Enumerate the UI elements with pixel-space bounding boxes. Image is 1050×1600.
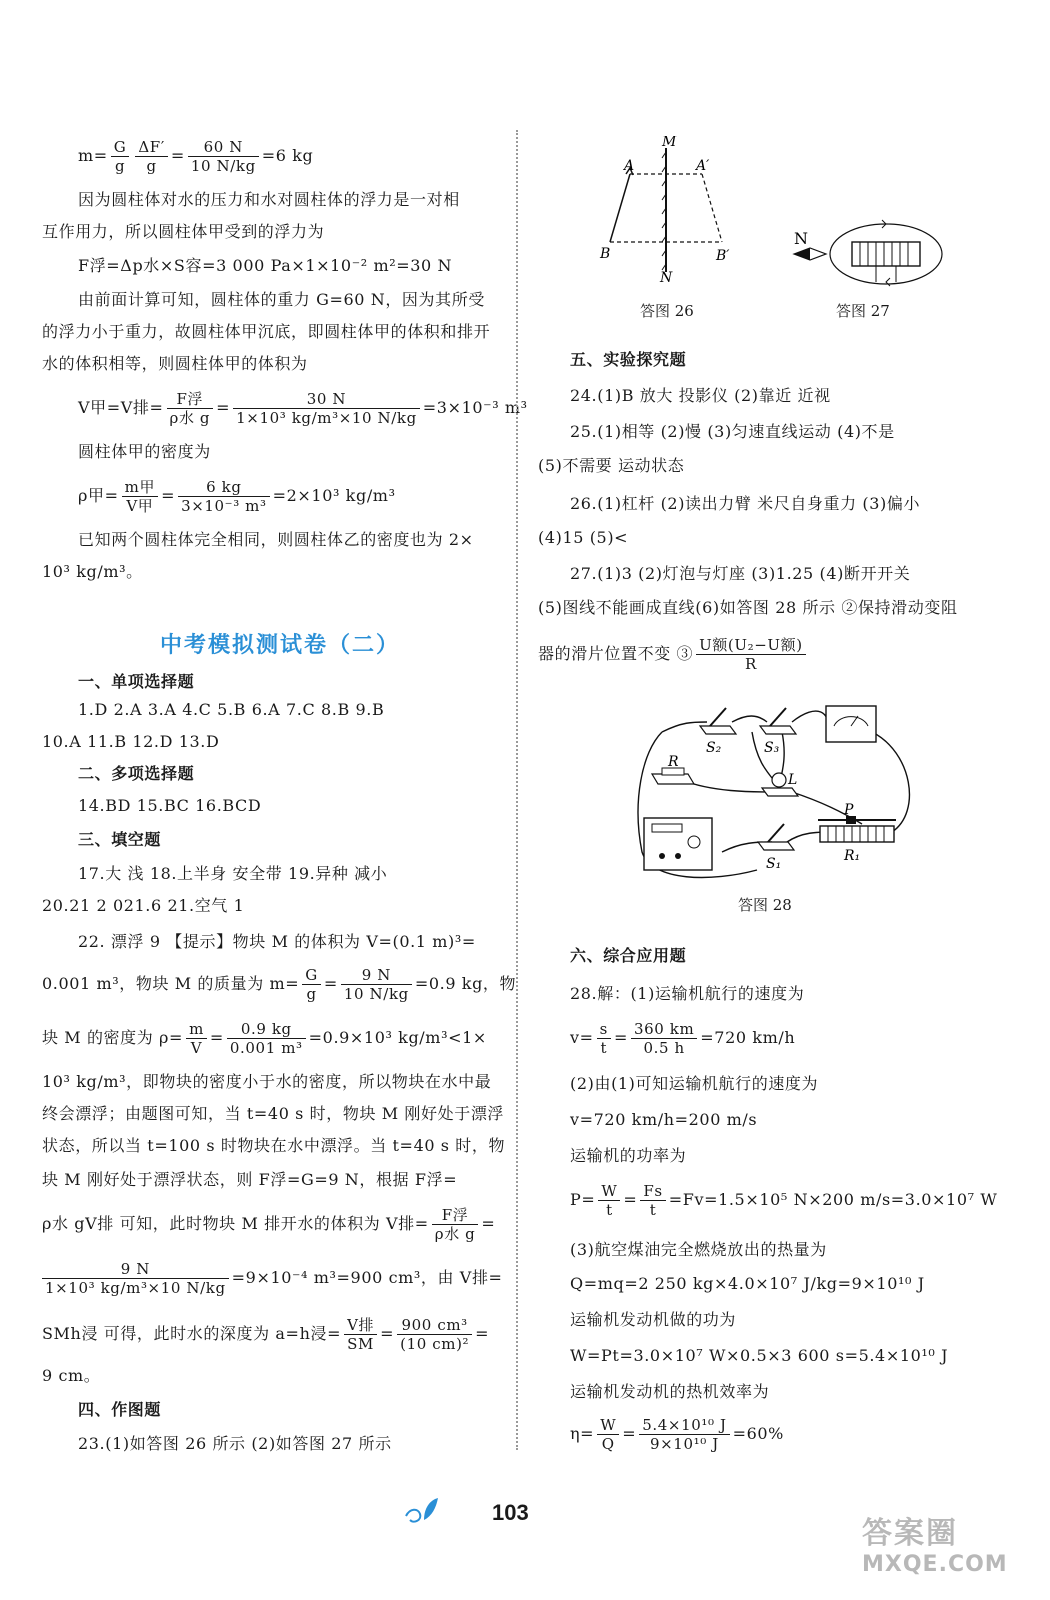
fraction bbox=[597, 1416, 619, 1453]
label-a-prime: A′ bbox=[696, 158, 710, 174]
formula-density bbox=[78, 478, 396, 515]
formula-text: 0.001 m³，物块 M 的质量为 m= bbox=[42, 974, 300, 993]
voltmeter bbox=[826, 706, 876, 742]
answer-line: 20.21 2 021.6 21.空气 1 bbox=[42, 896, 245, 915]
formula-text: =Fv=1.5×10⁵ N×200 m/s=3.0×10⁷ W bbox=[668, 1190, 998, 1209]
answer-line: 10.A 11.B 12.D 13.D bbox=[42, 732, 220, 751]
fraction bbox=[233, 390, 420, 427]
watermark bbox=[862, 1508, 1008, 1577]
image-ab bbox=[702, 174, 722, 242]
denominator: V bbox=[190, 1039, 203, 1057]
denominator: 10 N/kg bbox=[343, 985, 409, 1003]
formula-text: =60% bbox=[732, 1424, 784, 1443]
formula-line bbox=[42, 1260, 503, 1297]
numerator: 900 cm³ bbox=[397, 1316, 472, 1335]
paragraph-line: 终会漂浮；由题图可知，当 t=40 s 时，物块 M 刚好处于漂浮 bbox=[42, 1104, 505, 1123]
fraction bbox=[341, 966, 412, 1003]
label-p: P bbox=[844, 802, 854, 818]
numerator: ΔF′ bbox=[135, 138, 167, 157]
label-b-prime: B′ bbox=[716, 248, 730, 264]
label-n: N bbox=[660, 270, 673, 286]
fraction bbox=[696, 636, 806, 673]
fraction bbox=[302, 966, 321, 1003]
answer-line: Q=mq=2 250 kg×4.0×10⁷ J/kg=9×10¹⁰ J bbox=[570, 1274, 925, 1293]
figure-26 bbox=[580, 136, 760, 286]
paragraph-line: 块 M 刚好处于漂浮状态，则 F浮=G=9 N，根据 F浮= bbox=[42, 1170, 458, 1189]
denominator: (10 cm)² bbox=[400, 1335, 470, 1353]
lamp-l bbox=[762, 788, 798, 796]
paragraph-line: 水的体积相等，则圆柱体甲的体积为 bbox=[42, 354, 308, 373]
formula-text: =2×10³ kg/m³ bbox=[272, 486, 396, 505]
formula-text: ρ水 gV排 可知，此时物块 M 排开水的体积为 V排= bbox=[42, 1214, 429, 1233]
fraction bbox=[42, 1260, 229, 1297]
formula-text: = bbox=[161, 486, 176, 505]
figure-27 bbox=[786, 202, 946, 292]
numerator: m甲 bbox=[122, 478, 158, 497]
numerator: G bbox=[302, 966, 321, 985]
answer-line: 运输机的功率为 bbox=[570, 1146, 687, 1165]
fraction bbox=[227, 1020, 306, 1057]
formula-text: =6 kg bbox=[261, 146, 314, 165]
answer-line: 运输机发动机的热机效率为 bbox=[570, 1382, 770, 1401]
formula-line bbox=[538, 636, 809, 673]
formula-m bbox=[78, 138, 313, 175]
formula-text: 器的滑片位置不变 ③ bbox=[538, 644, 694, 663]
figure-28-circuit bbox=[622, 692, 922, 892]
fraction bbox=[167, 390, 214, 427]
denominator: 10 N/kg bbox=[190, 157, 256, 175]
fraction bbox=[432, 1206, 479, 1243]
numerator: m bbox=[186, 1020, 207, 1039]
denominator: ρ水 g bbox=[169, 409, 211, 427]
rheostat-r1 bbox=[820, 826, 894, 842]
formula-buoyancy: F浮=Δp水×S容=3 000 Pa×1×10⁻² m²=30 N bbox=[78, 256, 453, 275]
numerator: 6 kg bbox=[178, 478, 270, 497]
answer-line: 运输机发动机做的功为 bbox=[570, 1310, 737, 1329]
denominator: V甲 bbox=[126, 497, 154, 515]
formula-text: 块 M 的密度为 ρ= bbox=[42, 1028, 184, 1047]
page-number: 103 bbox=[492, 1500, 529, 1525]
formula-text: =0.9×10³ kg/m³<1× bbox=[308, 1028, 487, 1047]
section-title: 中考模拟测试卷（二） bbox=[160, 633, 401, 658]
label-n: N bbox=[794, 229, 808, 248]
denominator: 1×10³ kg/m³×10 N/kg bbox=[236, 409, 417, 427]
numerator: V排 bbox=[344, 1316, 377, 1335]
numerator: G bbox=[111, 138, 130, 157]
numerator: W bbox=[597, 1416, 619, 1435]
label-r: R bbox=[668, 754, 679, 770]
denominator: t bbox=[606, 1201, 613, 1219]
formula-text: = bbox=[623, 1190, 638, 1209]
fraction bbox=[186, 1020, 207, 1057]
denominator: 0.001 m³ bbox=[229, 1039, 303, 1057]
denominator: g bbox=[114, 157, 126, 175]
watermark-text: 答案圈 bbox=[862, 1516, 958, 1551]
figure-caption: 答图 27 bbox=[836, 302, 890, 320]
numerator: 30 N bbox=[233, 390, 420, 409]
formula-line bbox=[42, 1206, 495, 1243]
denominator: 1×10³ kg/m³×10 N/kg bbox=[45, 1279, 226, 1297]
answer-line: 28.解：(1)运输机航行的速度为 bbox=[570, 984, 805, 1003]
denominator: g bbox=[146, 157, 157, 175]
fraction bbox=[344, 1316, 377, 1353]
fraction bbox=[111, 138, 130, 175]
label-s2: S₂ bbox=[706, 740, 722, 756]
numerator: U额(U₂−U额) bbox=[696, 636, 806, 655]
wire bbox=[682, 780, 772, 792]
formula-text: η= bbox=[570, 1424, 595, 1443]
numerator: Fs bbox=[640, 1182, 665, 1201]
label-r1: R₁ bbox=[844, 848, 861, 864]
figure-caption: 答图 26 bbox=[640, 302, 694, 320]
denominator: ρ水 g bbox=[434, 1225, 476, 1243]
numerator: 60 N bbox=[188, 138, 259, 157]
section-heading: 三、填空题 bbox=[78, 830, 162, 849]
switch-s3 bbox=[760, 726, 796, 734]
numerator: W bbox=[598, 1182, 620, 1201]
section-heading: 一、单项选择题 bbox=[78, 672, 195, 691]
fraction bbox=[640, 1182, 665, 1219]
answer-line: 14.BD 15.BC 16.BCD bbox=[78, 796, 262, 815]
formula-text: V甲=V排= bbox=[78, 398, 164, 417]
formula-text: m= bbox=[78, 146, 108, 165]
denominator: t bbox=[649, 1201, 657, 1219]
numerator: F浮 bbox=[167, 390, 214, 409]
fraction bbox=[597, 1020, 611, 1057]
answer-line: 25.(1)相等 (2)慢 (3)匀速直线运动 (4)不是 bbox=[570, 422, 895, 441]
numerator: F浮 bbox=[432, 1206, 479, 1225]
section-heading: 四、作图题 bbox=[78, 1400, 162, 1419]
numerator: 9 N bbox=[341, 966, 412, 985]
paragraph-line: 互作用力，所以圆柱体甲受到的浮力为 bbox=[42, 222, 325, 241]
paragraph-line: 10³ kg/m³，即物块的密度小于水的密度，所以物块在水中最 bbox=[42, 1072, 492, 1091]
leaf-logo-icon bbox=[402, 1494, 442, 1528]
formula-text: =0.9 kg，物 bbox=[414, 974, 517, 993]
formula-text: P= bbox=[570, 1190, 596, 1209]
formula-text: = bbox=[216, 398, 231, 417]
answer-line: 27.(1)3 (2)灯泡与灯座 (3)1.25 (4)断开开关 bbox=[570, 564, 911, 583]
label-l: L bbox=[788, 772, 798, 788]
answer-line: v=720 km/h=200 m/s bbox=[570, 1110, 758, 1129]
answer-line: 24.(1)B 放大 投影仪 (2)靠近 近视 bbox=[570, 386, 831, 405]
denominator: t bbox=[600, 1039, 608, 1057]
fraction bbox=[178, 478, 270, 515]
fraction bbox=[598, 1182, 620, 1219]
answer-line: 17.大 浅 18.上半身 安全带 19.异种 减小 bbox=[78, 864, 388, 883]
paragraph-line: 已知两个圆柱体完全相同，则圆柱体乙的密度也为 2× bbox=[78, 530, 474, 549]
watermark-url: MXQE.COM bbox=[862, 1552, 1008, 1577]
formula-line bbox=[42, 1316, 489, 1353]
formula-text: SMh浸 可得，此时水的深度为 a=h浸= bbox=[42, 1324, 342, 1343]
numerator: 0.9 kg bbox=[227, 1020, 306, 1039]
fraction bbox=[631, 1020, 697, 1057]
object-ab bbox=[610, 174, 630, 242]
fraction bbox=[397, 1316, 472, 1353]
answer-line: (3)航空煤油完全燃烧放出的热量为 bbox=[570, 1240, 827, 1259]
switch-s1 bbox=[758, 842, 794, 850]
formula-text: =720 km/h bbox=[700, 1028, 796, 1047]
paragraph-line: 的浮力小于重力，故圆柱体甲沉底，即圆柱体甲的体积和排开 bbox=[42, 322, 491, 341]
fraction bbox=[122, 478, 158, 515]
formula-text: v= bbox=[570, 1028, 594, 1047]
formula-line bbox=[42, 1020, 487, 1057]
numerator: 9 N bbox=[42, 1260, 229, 1279]
formula-text: = bbox=[613, 1028, 628, 1047]
answer-line: (4)15 (5)< bbox=[538, 528, 629, 547]
solenoid bbox=[852, 242, 920, 266]
paragraph-line: 由前面计算可知，圆柱体的重力 G=60 N，因为其所受 bbox=[78, 290, 485, 309]
denominator: 0.5 h bbox=[643, 1039, 685, 1057]
denominator: SM bbox=[347, 1335, 375, 1353]
answer-line: W=Pt=3.0×10⁷ W×0.5×3 600 s=5.4×10¹⁰ J bbox=[570, 1346, 949, 1365]
numerator: 360 km bbox=[631, 1020, 697, 1039]
fraction bbox=[639, 1416, 729, 1453]
wire bbox=[872, 732, 909, 832]
denominator: R bbox=[744, 655, 757, 673]
denominator: 9×10¹⁰ J bbox=[650, 1435, 719, 1453]
section-heading: 五、实验探究题 bbox=[570, 350, 687, 369]
paragraph-line: 状态，所以当 t=100 s 时物块在水中漂浮。当 t=40 s 时，物 bbox=[42, 1136, 506, 1155]
wire bbox=[792, 711, 828, 732]
paragraph-line: 因为圆柱体对水的压力和水对圆柱体的浮力是一对相 bbox=[78, 190, 460, 209]
answer-line: 22. 漂浮 9 【提示】物块 M 的体积为 V=(0.1 m)³= bbox=[78, 932, 476, 951]
answer-line: (5)图线不能画成直线(6)如答图 28 所示 ②保持滑动变阻 bbox=[538, 598, 958, 617]
answer-line: 1.D 2.A 3.A 4.C 5.B 6.A 7.C 8.B 9.B bbox=[78, 700, 385, 719]
formula-volume bbox=[78, 390, 528, 427]
formula-text: =3×10⁻³ m³ bbox=[422, 398, 528, 417]
answer-line: 26.(1)杠杆 (2)读出力臂 米尺自身重力 (3)偏小 bbox=[570, 494, 921, 513]
fraction bbox=[135, 138, 167, 175]
formula-text: = bbox=[380, 1324, 395, 1343]
denominator: Q bbox=[601, 1435, 615, 1453]
formula-line bbox=[570, 1020, 795, 1057]
formula-text: = bbox=[170, 146, 185, 165]
formula-text: = bbox=[323, 974, 338, 993]
figure-caption: 答图 28 bbox=[738, 896, 792, 914]
paragraph-line: 9 cm。 bbox=[42, 1366, 101, 1385]
section-heading: 六、综合应用题 bbox=[570, 946, 687, 965]
formula-line bbox=[570, 1182, 997, 1219]
label-s3: S₃ bbox=[764, 740, 780, 756]
formula-text: = bbox=[622, 1424, 637, 1443]
answer-line: (5)不需要 运动状态 bbox=[538, 456, 685, 475]
formula-text: = bbox=[209, 1028, 224, 1047]
formula-text: = bbox=[475, 1324, 490, 1343]
formula-line bbox=[42, 966, 516, 1003]
denominator: g bbox=[306, 985, 317, 1003]
paragraph-line: 10³ kg/m³。 bbox=[42, 562, 143, 581]
formula-text: ρ甲= bbox=[78, 486, 119, 505]
denominator: 3×10⁻³ m³ bbox=[181, 497, 267, 515]
switch-s2 bbox=[700, 726, 736, 734]
formula-text: =9×10⁻⁴ m³=900 cm³，由 V排= bbox=[231, 1268, 503, 1287]
numerator: s bbox=[597, 1020, 611, 1039]
label-b: B bbox=[600, 246, 611, 262]
answer-line: (2)由(1)可知运输机航行的速度为 bbox=[570, 1074, 819, 1093]
formula-line bbox=[570, 1416, 784, 1453]
label-a: A bbox=[624, 158, 635, 174]
label-m: M bbox=[662, 136, 677, 150]
formula-text: = bbox=[481, 1214, 496, 1233]
answer-line: 23.(1)如答图 26 所示 (2)如答图 27 所示 bbox=[78, 1434, 392, 1453]
paragraph-line: 圆柱体甲的密度为 bbox=[78, 442, 211, 461]
numerator: 5.4×10¹⁰ J bbox=[639, 1416, 729, 1435]
label-s1: S₁ bbox=[766, 856, 782, 872]
fraction bbox=[188, 138, 259, 175]
section-heading: 二、多项选择题 bbox=[78, 764, 195, 783]
wire bbox=[732, 716, 767, 722]
column-divider bbox=[516, 130, 518, 1450]
